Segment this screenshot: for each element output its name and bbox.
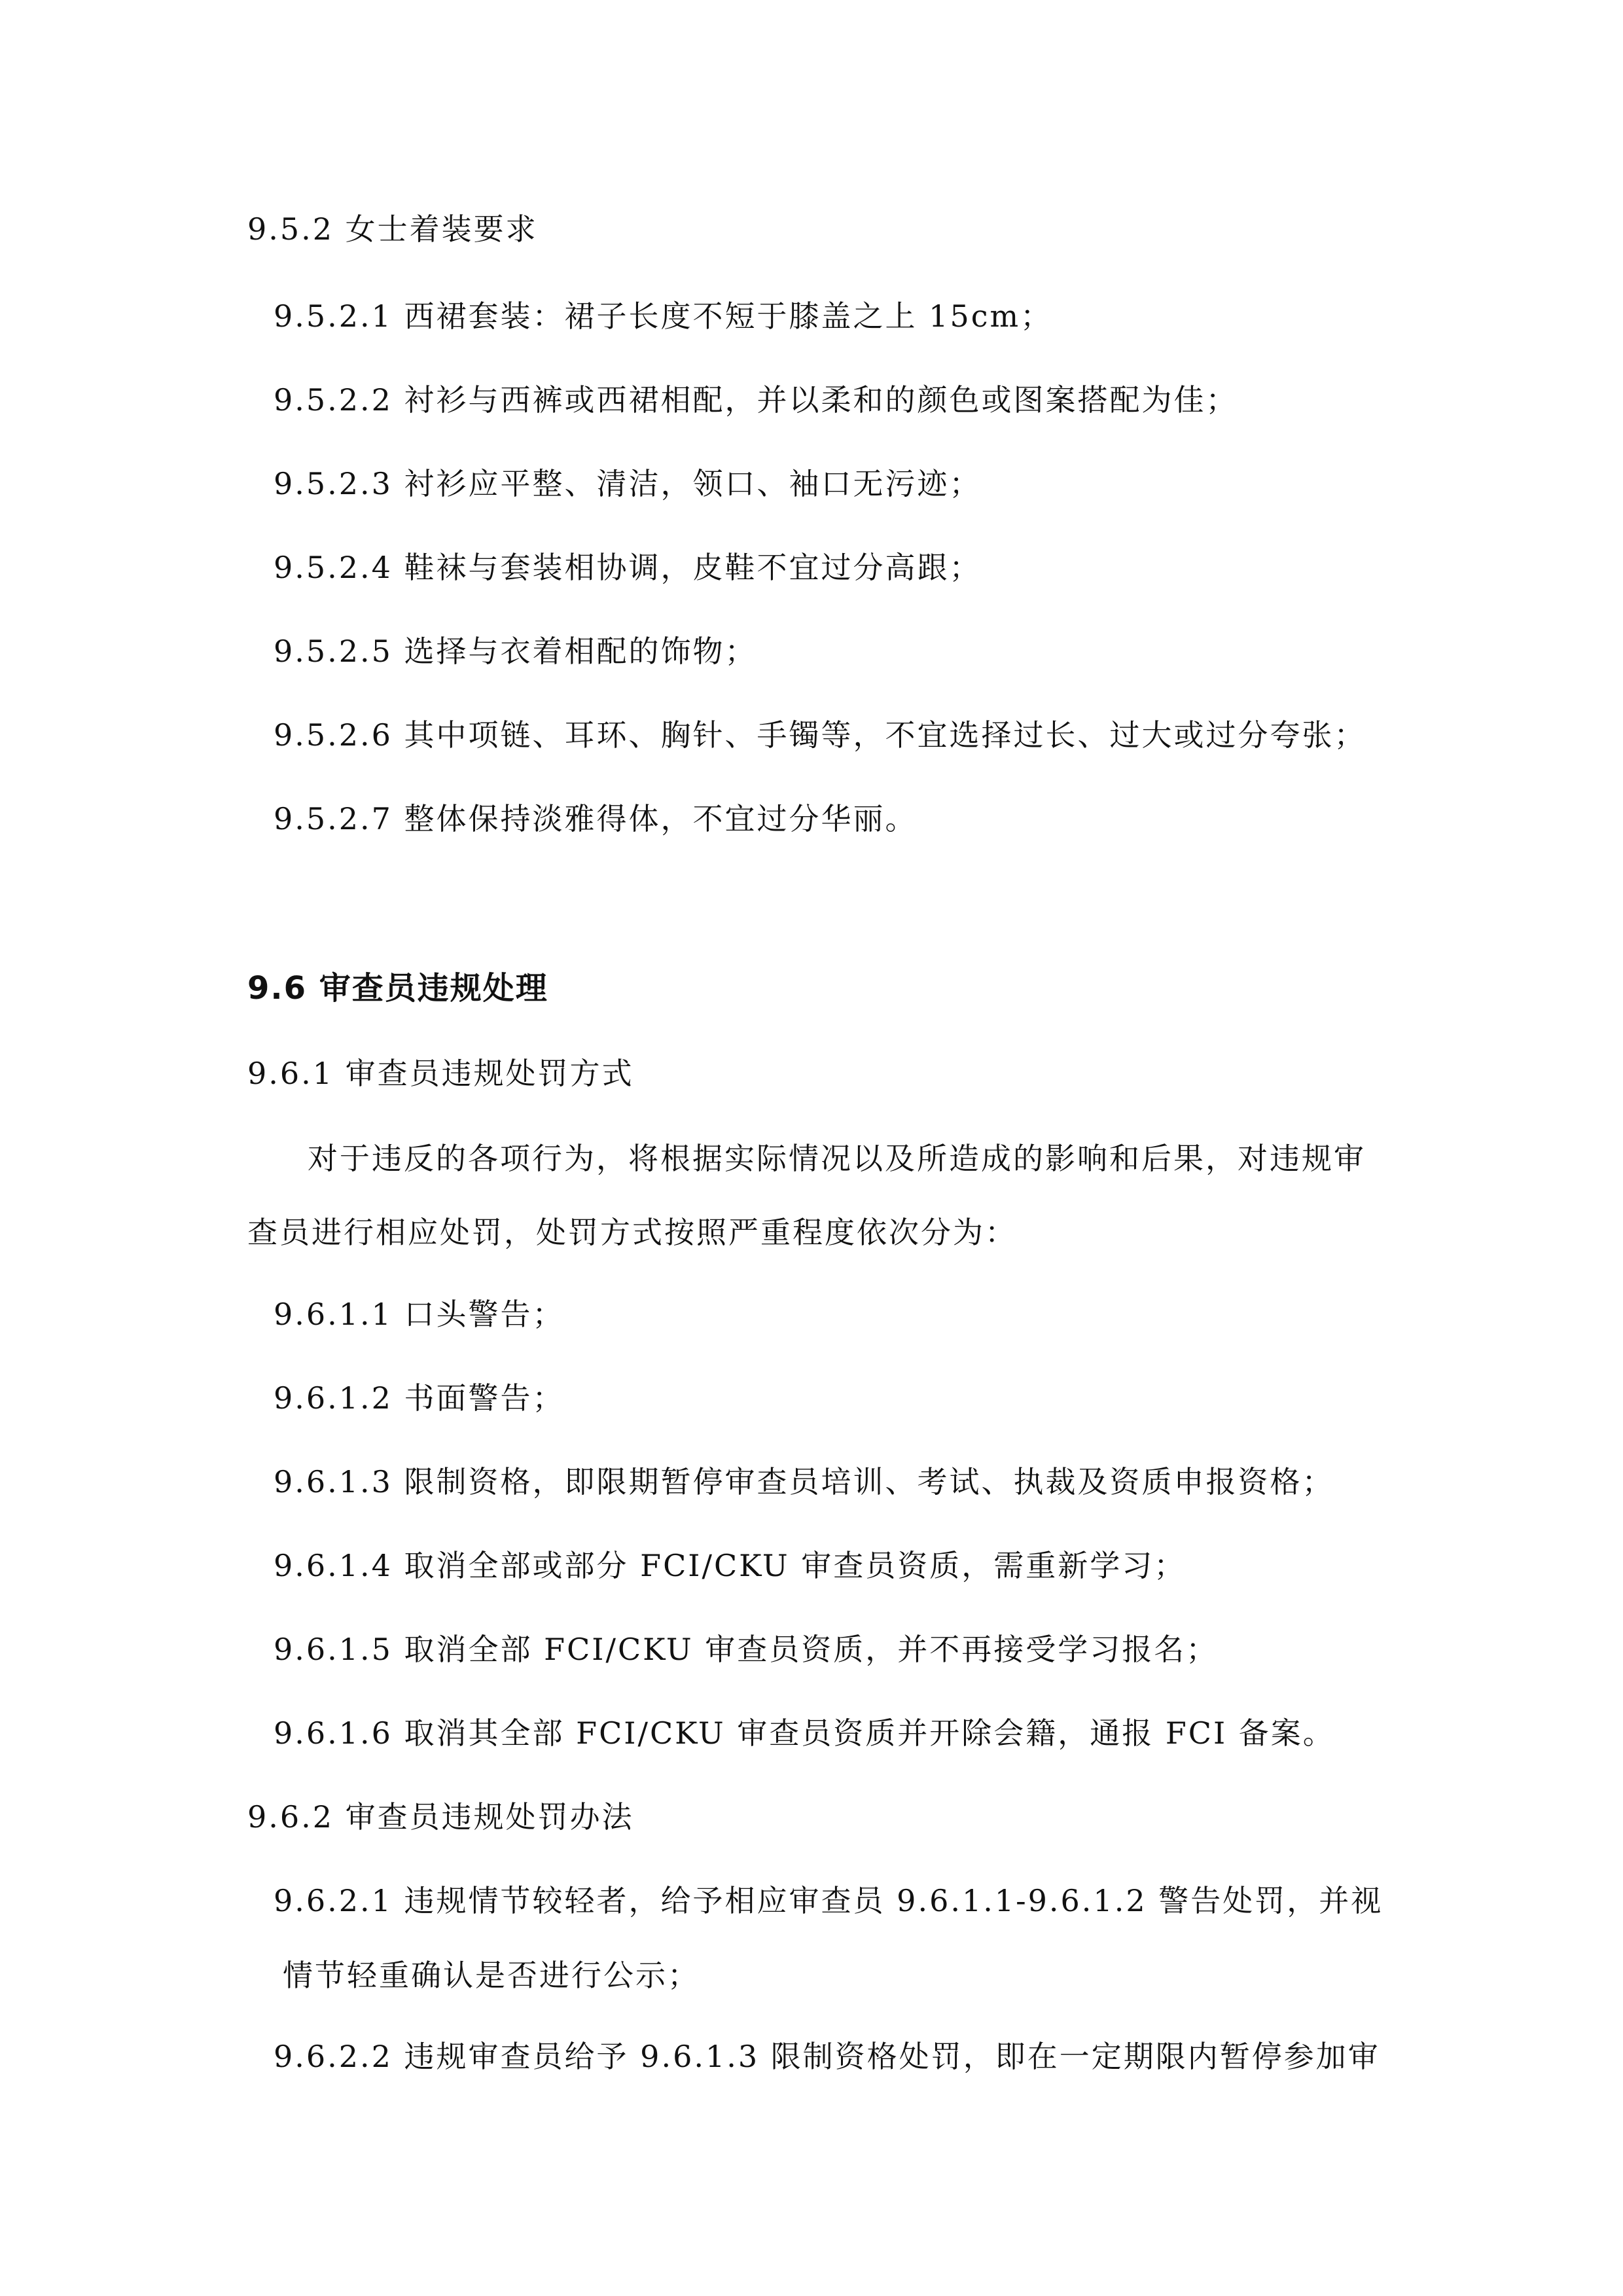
paragraph-line: 对于违反的各项行为，将根据实际情况以及所造成的影响和后果，对违规审 xyxy=(308,1141,1366,1176)
list-item: 9.5.2.5 选择与衣着相配的饰物； xyxy=(274,634,757,669)
list-item: 9.6.2.2 违规审查员给予 9.6.1.3 限制资格处罚，即在一定期限内暂停参加审 xyxy=(274,2039,1380,2074)
paragraph-line: 查员进行相应处罚，处罚方式按照严重程度依次分为： xyxy=(247,1215,1017,1250)
list-item: 9.6.1.5 取消全部 FCI/CKU 审查员资质，并不再接受学习报名； xyxy=(274,1632,1219,1667)
list-item-continuation: 情节轻重确认是否进行公示； xyxy=(283,1958,700,1993)
section-title-9-6-2: 9.6.2 审查员违规处罚办法 xyxy=(247,1799,634,1835)
section-title-9-6-1: 9.6.1 审查员违规处罚方式 xyxy=(247,1056,634,1091)
list-item: 9.5.2.2 衬衫与西裤或西裙相配，并以柔和的颜色或图案搭配为佳； xyxy=(274,382,1238,418)
list-item: 9.5.2.7 整体保持淡雅得体，不宜过分华丽。 xyxy=(274,801,918,836)
list-item: 9.6.1.6 取消其全部 FCI/CKU 审查员资质并开除会籍，通报 FCI 备案。 xyxy=(274,1715,1335,1751)
list-item: 9.6.1.3 限制资格，即限期暂停审查员培训、考试、执裁及资质申报资格； xyxy=(274,1464,1334,1499)
list-item: 9.6.2.1 违规情节较轻者，给予相应审查员 9.6.1.1-9.6.1.2 警告处罚，并视 xyxy=(274,1883,1383,1918)
section-heading-9-6: 9.6 审查员违规处理 xyxy=(247,970,548,1007)
list-item: 9.6.1.1 口头警告； xyxy=(274,1297,565,1332)
list-item: 9.5.2.3 衬衫应平整、清洁，领口、袖口无污迹； xyxy=(274,466,982,501)
list-item: 9.6.1.4 取消全部或部分 FCI/CKU 审查员资质，需重新学习； xyxy=(274,1548,1186,1583)
list-item: 9.5.2.1 西裙套装：裙子长度不短于膝盖之上 15cm； xyxy=(274,298,1053,334)
list-item: 9.6.1.2 书面警告； xyxy=(274,1380,565,1416)
section-title-9-5-2: 9.5.2 女士着装要求 xyxy=(247,211,538,247)
list-item: 9.5.2.6 其中项链、耳环、胸针、手镯等，不宜选择过长、过大或过分夸张； xyxy=(274,717,1366,753)
list-item: 9.5.2.4 鞋袜与套装相协调，皮鞋不宜过分高跟； xyxy=(274,550,982,585)
